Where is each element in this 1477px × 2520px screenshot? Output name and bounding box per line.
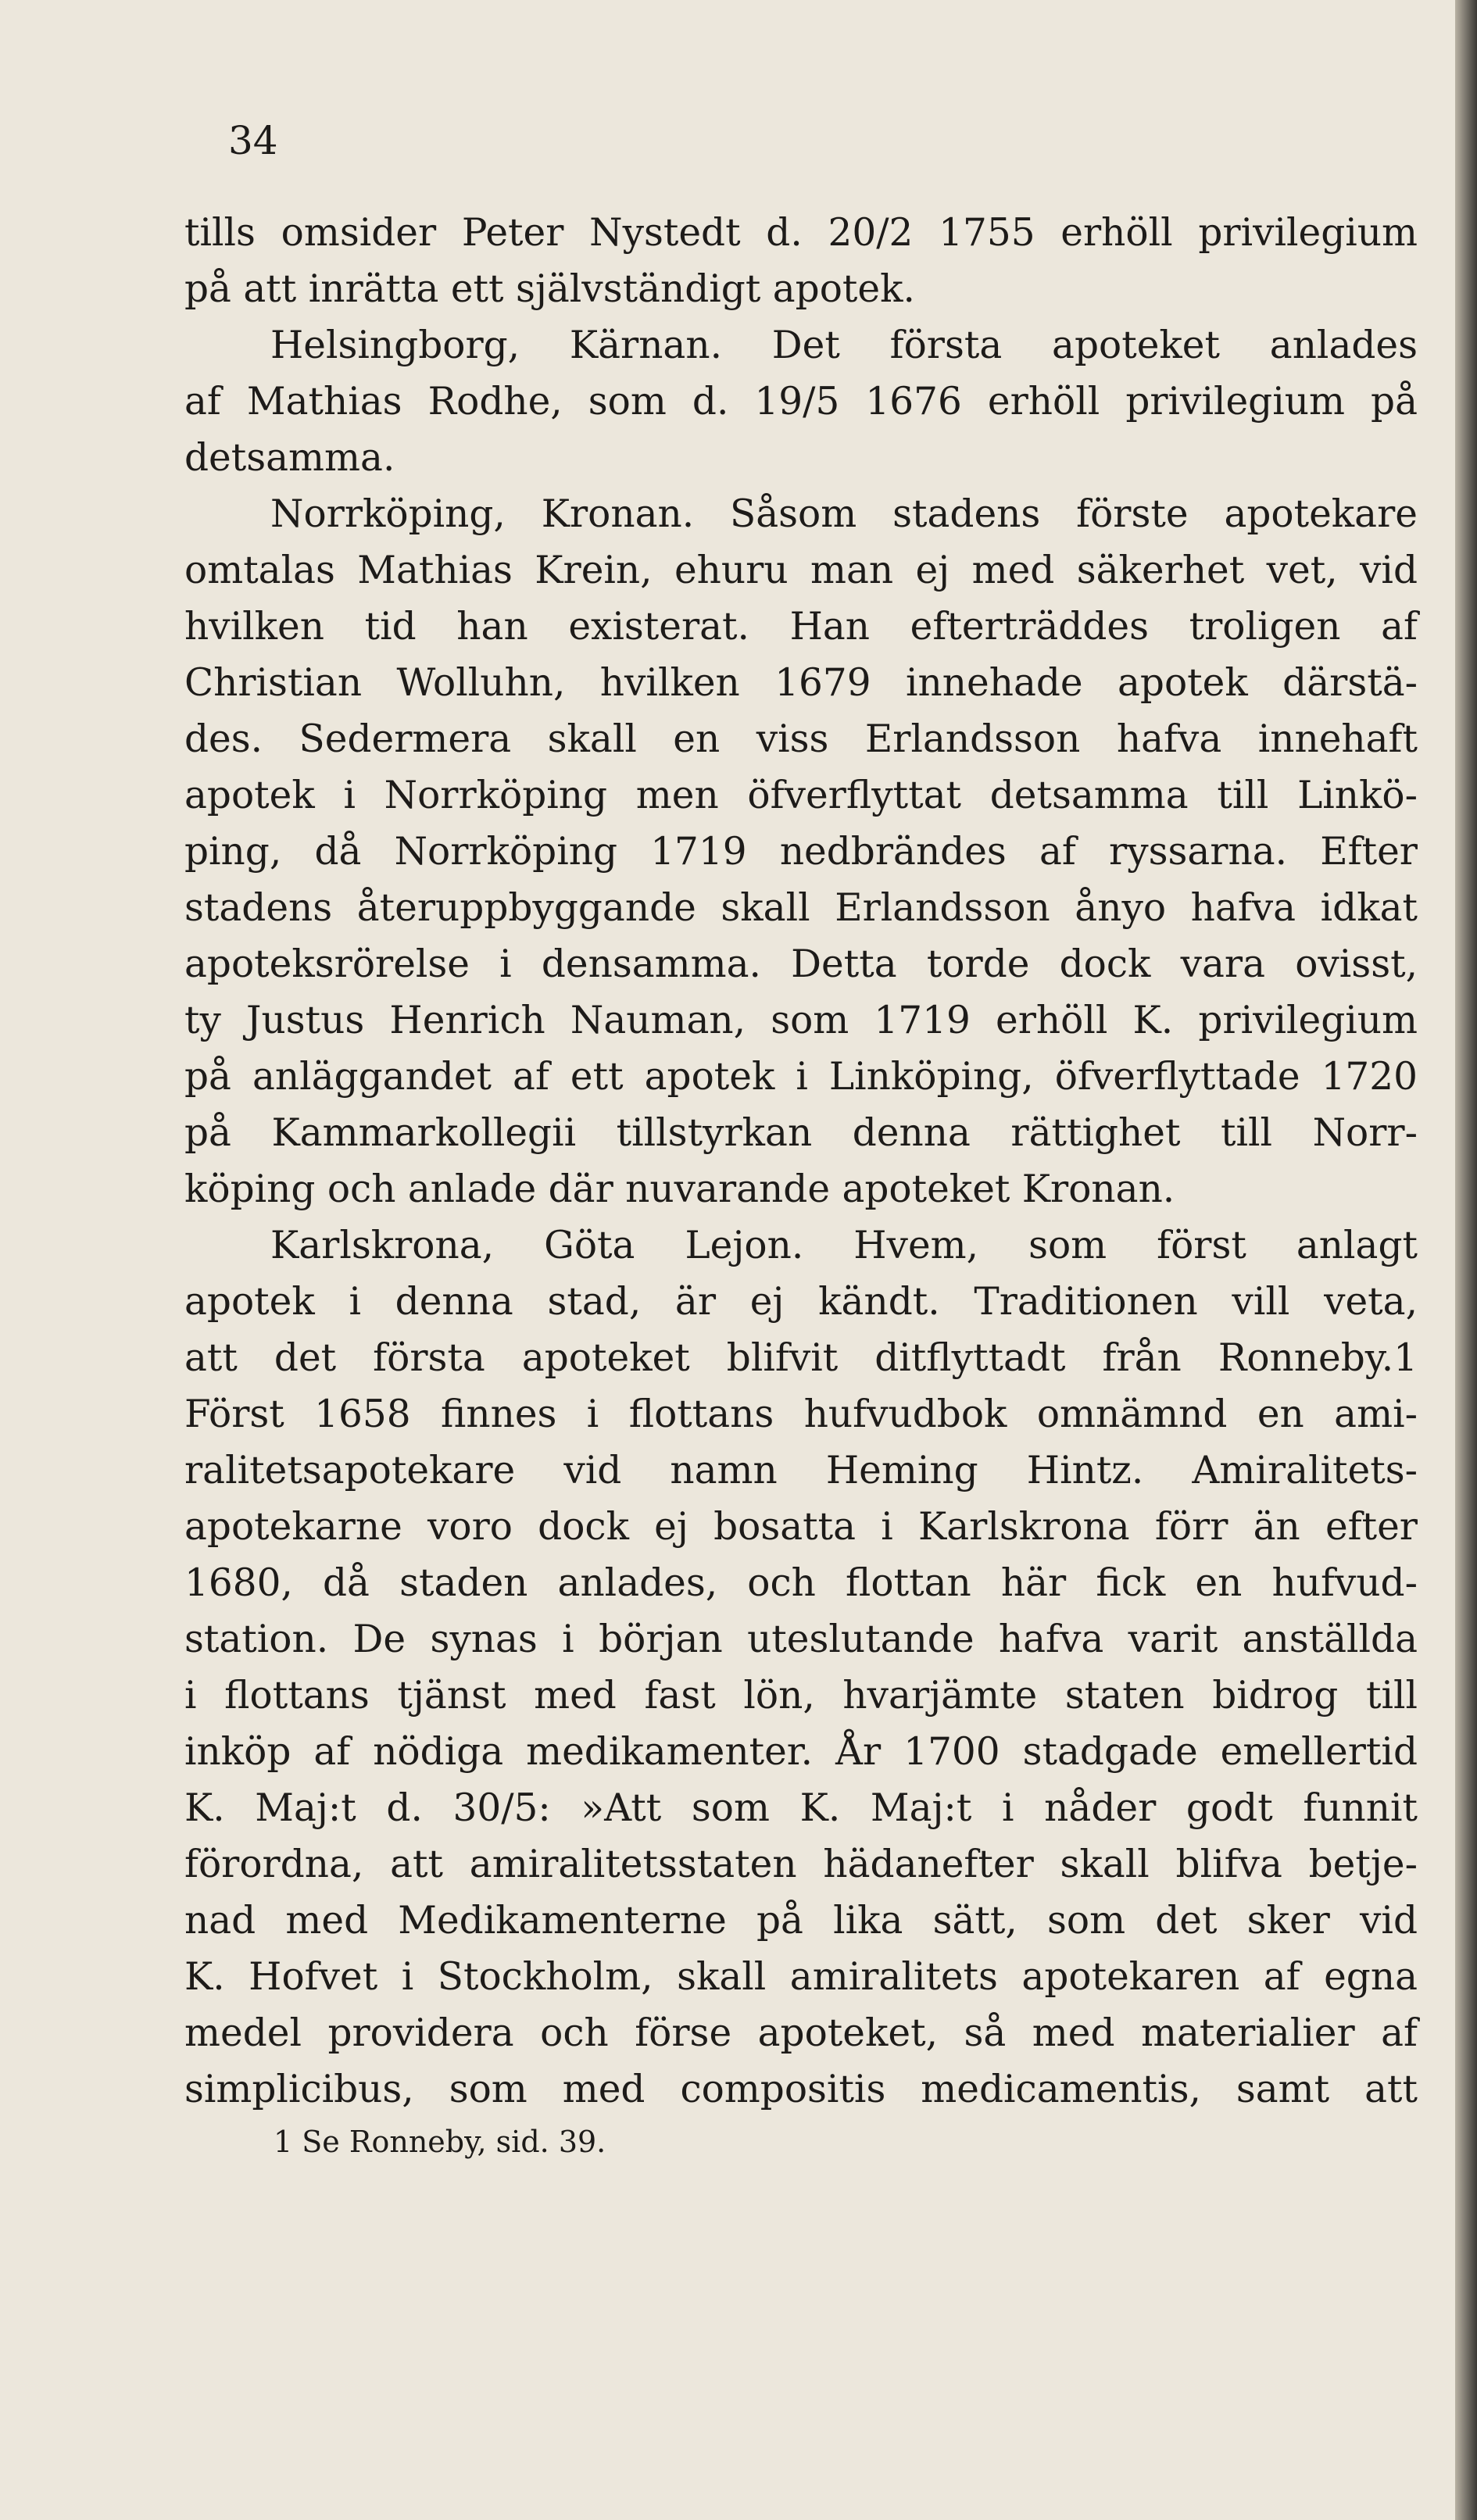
text-line: medel providera och förse apoteket, så med materialier af [184, 2011, 1418, 2055]
footnote: 1 Se Ronneby, sid. 39. [274, 2125, 606, 2159]
text-line: K. Hofvet i Stockholm, skall amiralitets apotekaren af egna [184, 1955, 1418, 1999]
text-line: ralitetsapotekare vid namn Heming Hintz. Amiralitets- [184, 1449, 1418, 1492]
text-line: i flottans tjänst med fast lön, hvarjämte staten bidrog till [184, 1674, 1418, 1718]
text-line: apoteksrörelse i densamma. Detta torde dock vara ovisst, [184, 942, 1418, 986]
text-line: des. Sedermera skall en viss Erlandsson hafva innehaft [184, 717, 1418, 761]
text-line: inköp af nödiga medikamenter. År 1700 stadgade emellertid [184, 1730, 1418, 1774]
text-line: 1680, då staden anlades, och flottan här fick en hufvud- [184, 1561, 1418, 1605]
text-line: att det första apoteket blifvit ditflyttadt från Ronneby.1 [184, 1336, 1418, 1380]
text-line: hvilken tid han existerat. Han efterträddes troligen af [184, 605, 1418, 649]
text-line: ping, då Norrköping 1719 nedbrändes af ryssarna. Efter [184, 830, 1418, 874]
text-line: på Kammarkollegii tillstyrkan denna rättighet till Norr- [184, 1111, 1418, 1155]
text-line: Norrköping, Kronan. Såsom stadens förste apotekare [270, 492, 1418, 536]
text-line: nad med Medikamenterne på lika sätt, som det sker vid [184, 1899, 1418, 1943]
text-line: omtalas Mathias Krein, ehuru man ej med säkerhet vet, vid [184, 549, 1418, 592]
text-line: Helsingborg, Kärnan. Det första apoteket anlades [270, 323, 1418, 367]
text-line: apotekarne voro dock ej bosatta i Karlskrona förr än efter [184, 1505, 1418, 1549]
text-line: köping och anlade där nuvarande apoteket Kronan. [184, 1167, 1175, 1211]
text-line: stadens återuppbyggande skall Erlandsson ånyo hafva idkat [184, 886, 1418, 930]
text-line: tills omsider Peter Nystedt d. 20/2 1755 erhöll privilegium [184, 211, 1418, 255]
text-line: på att inrätta ett självständigt apotek. [184, 267, 915, 311]
text-line: apotek i Norrköping men öfverflyttat detsamma till Linkö- [184, 774, 1418, 817]
text-line: ty Justus Henrich Nauman, som 1719 erhöll K. privilegium [184, 999, 1418, 1042]
text-line: simplicibus, som med compositis medicamentis, samt att [184, 2068, 1418, 2111]
text-line: apotek i denna stad, är ej kändt. Traditionen vill veta, [184, 1280, 1418, 1324]
text-line: på anläggandet af ett apotek i Linköping, öfverflyttade 1720 [184, 1055, 1418, 1099]
body-text [184, 205, 1418, 2118]
text-line: Först 1658 finnes i flottans hufvudbok omnämnd en ami- [184, 1392, 1418, 1436]
text-line: Karlskrona, Göta Lejon. Hvem, som först anlagt [270, 1224, 1418, 1267]
text-line: Christian Wolluhn, hvilken 1679 innehade apotek därstä- [184, 661, 1418, 705]
text-line: detsamma. [184, 436, 395, 480]
text-line: af Mathias Rodhe, som d. 19/5 1676 erhöll privilegium på [184, 380, 1418, 424]
page-edge [1455, 0, 1477, 2520]
text-line: K. Maj:t d. 30/5: »Att som K. Maj:t i nåder godt funnit [184, 1786, 1418, 1830]
text-line: förordna, att amiralitetsstaten hädanefter skall blifva betje- [184, 1843, 1418, 1886]
page-number: 34 [228, 118, 278, 163]
text-line: station. De synas i början uteslutande hafva varit anställda [184, 1617, 1418, 1661]
